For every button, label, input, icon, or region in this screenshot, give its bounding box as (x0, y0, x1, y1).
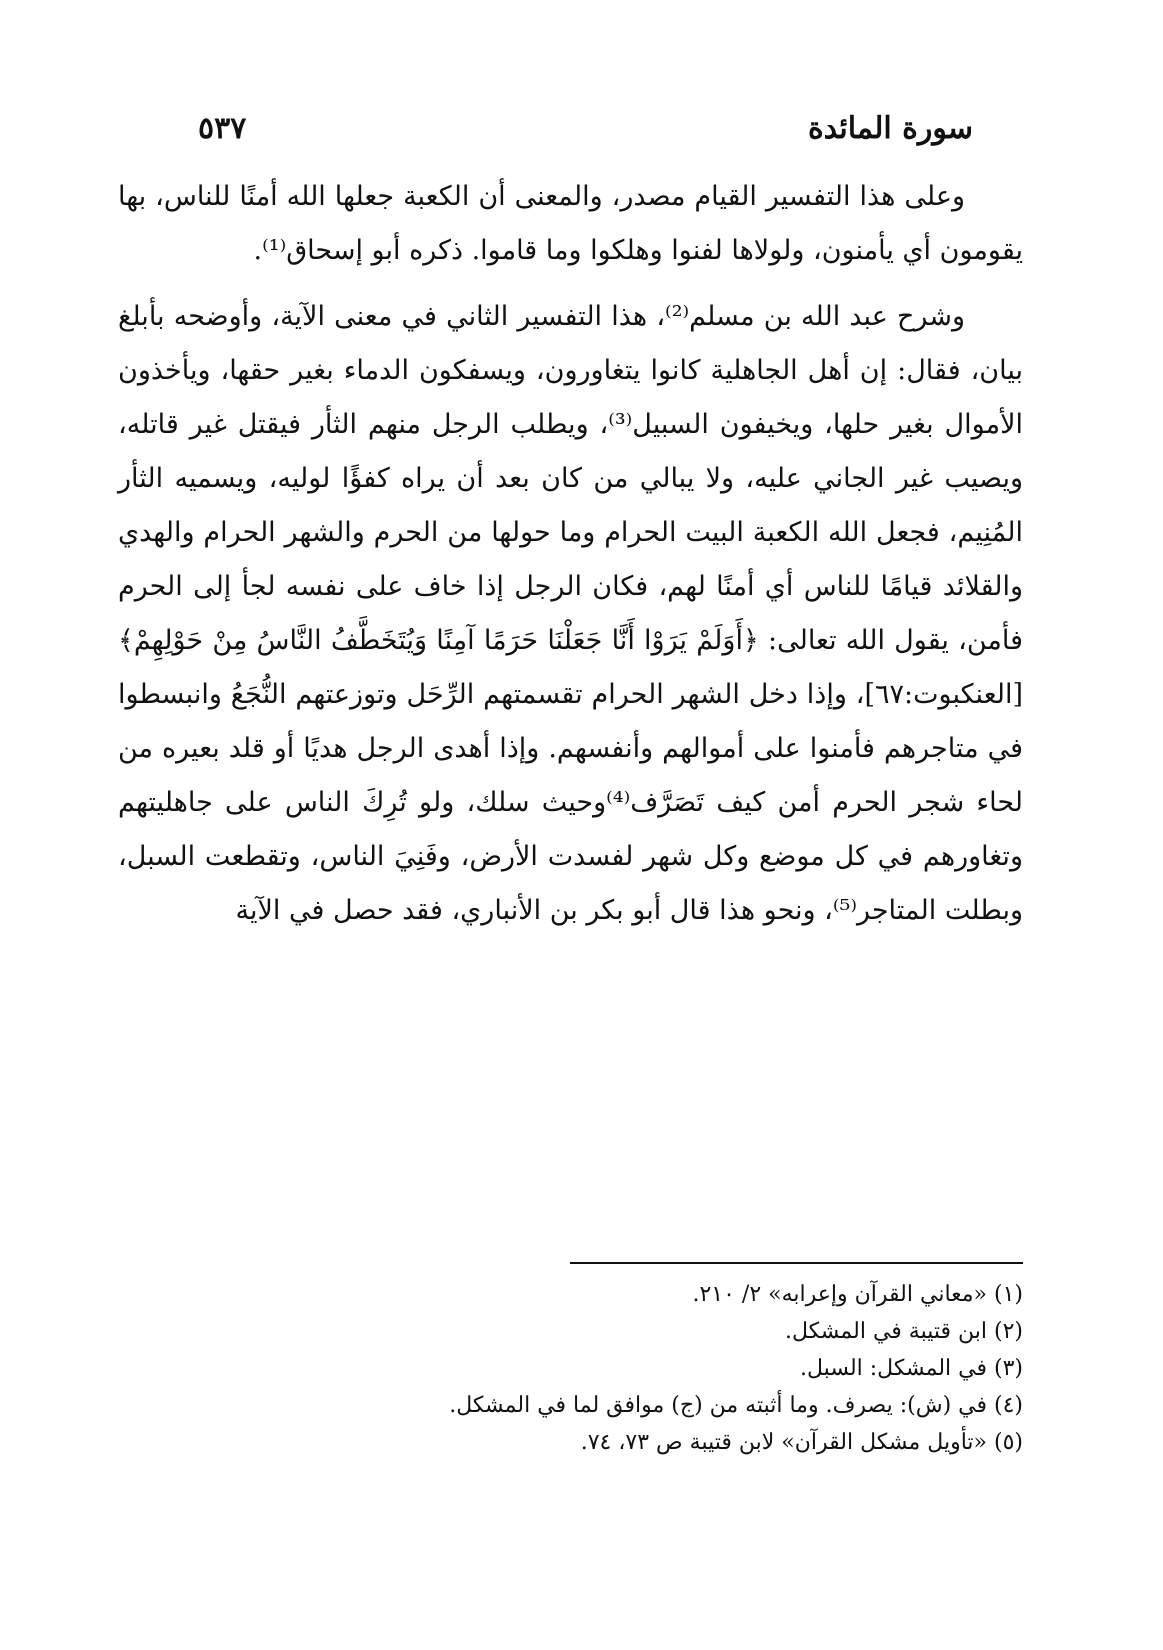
footnote: (١) «معاني القرآن وإعرابه» ٢/ ٢١٠. (692, 1282, 1023, 1307)
footnote: (٤) في (ش): يصرف. وما أثبته من (ج) موافق لما في المشكل. (449, 1393, 1023, 1418)
page-number: ٥٣٧ (198, 111, 247, 146)
paragraph: وعلى هذا التفسير القيام مصدر، والمعنى أن الكعبة جعلها الله أمنًا للناس، بها يقومون أي يأمنون، ولولاها لفنوا وهلكوا وما قاموا. ذكره أبو إسحاق⁽¹⁾. (118, 181, 1023, 266)
main-text (118, 170, 1023, 938)
footnote: (٢) ابن قتيبة في المشكل. (784, 1319, 1023, 1344)
running-title: سورة المائدة (807, 111, 973, 146)
page-header (198, 104, 973, 154)
footnote-separator (570, 1262, 1023, 1264)
paragraph: وشرح عبد الله بن مسلم⁽²⁾، هذا التفسير الثاني في معنى الآية، وأوضحه بأبلغ بيان، فقال: إن أهل الجاهلية كانوا يتغاورون، ويسفكون الدماء بغير حقها، ويأخذون الأموال بغير حلها، ويخيفون السبيل⁽³⁾، ويطلب الرجل منهم الثأر فيقتل غير قاتله، ويصيب غير الجاني عليه، ولا يبالي من كان بعد أن يراه كفؤًا لوليه، ويسميه الثأر المُنِيم، فجعل الله الكعبة البيت الحرام وما حولها من الحرم والشهر الحرام والهدي والقلائد قيامًا للناس أي أمنًا لهم، فكان الرجل إذا خاف على نفسه لجأ إلى الحرم فأمن، يقول الله تعالى: ﴿أَوَلَمْ يَرَوْا أَنَّا جَعَلْنَا حَرَمًا آمِنًا وَيُتَخَطَّفُ النَّاسُ مِنْ حَوْلِهِمْ﴾ [العنكبوت:٦٧]، وإذا دخل الشهر الحرام تقسمتهم الرِّحَل وتوزعتهم النُّجَعُ وانبسطوا في متاجرهم فأمنوا على أموالهم وأنفسهم. وإذا أهدى الرجل هديًا أو قلد بعيره من لحاء شجر الحرم أمن كيف تَصَرَّف⁽⁴⁾وحيث سلك، ولو تُرِكَ الناس على جاهليتهم وتغاورهم في كل موضع وكل شهر لفسدت الأرض، وفَنِيَ الناس، وتقطعت السبل، وبطلت المتاجر⁽⁵⁾، ونحو هذا قال أبو بكر بن الأنباري، فقد حصل في الآية (118, 301, 1024, 926)
footnote: (٥) «تأويل مشكل القرآن» لابن قتيبة ص ٧٣، ٧٤. (580, 1430, 1023, 1455)
footnote: (٣) في المشكل: السبل. (800, 1356, 1023, 1381)
footnotes (300, 1276, 1023, 1461)
